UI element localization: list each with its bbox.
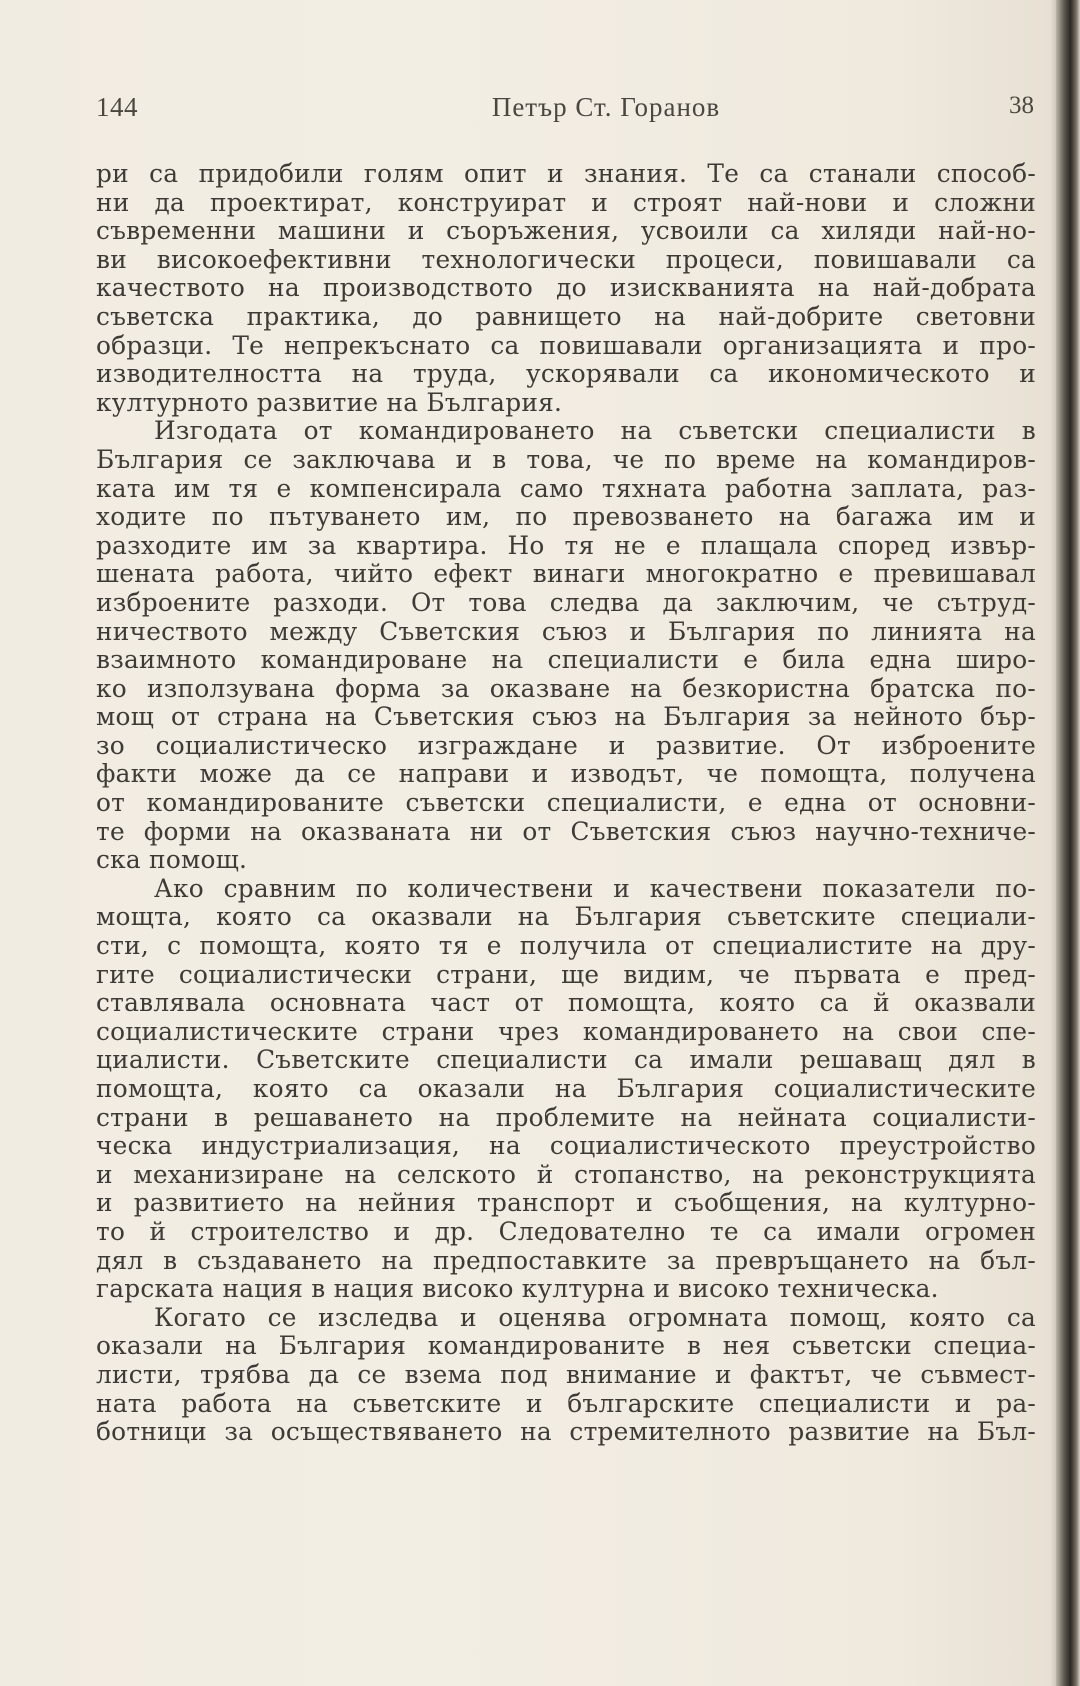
text-line: образци. Те непрекъснато са повишавали организацията и про- [96,330,1036,360]
text-line: културното развитие на България. [96,387,563,417]
text-line: и механизиране на селското й стопанство, на реконструкцията [96,1159,1036,1189]
text-line: ко използувана форма за оказване на безкористна братска по- [96,673,1036,703]
text-line: гите социалистически страни, ще видим, че първата е пред- [96,959,1036,989]
text-line: България се заключава и в това, че по време на командиров- [96,444,1036,474]
text-line: взаимното командироване на специалисти е била една широ- [96,645,1036,675]
text-line: разходите им за квартира. Но тя не е плащала според извър- [96,530,1036,560]
text-line: ната работа на съветските и българските специалисти и ра- [96,1388,1036,1418]
text-line: ви високоефективни технологически процеси, повишавали са [96,244,1036,274]
text-line: ставлявала основната част от помощта, която са й оказвали [96,988,1036,1018]
text-line: ничеството между Съветския съюз и България по линията на [96,616,1036,646]
text-line: изброените разходи. От това следва да заключим, че сътруд- [96,587,1036,617]
running-title: Петър Ст. Горанов [491,92,721,122]
text-line: страни в решаването на проблемите на нейната социалисти- [96,1102,1036,1132]
text-line: гарската нация в нация високо културна и високо техническа. [96,1274,939,1304]
page-number: 144 [96,92,138,122]
text-line: мощ от страна на Съветския съюз на България за нейното бър- [96,702,1036,732]
text-line: Когато се изследва и оценява огромната помощ, която са [154,1302,1036,1332]
signature-mark: 38 [1009,92,1034,119]
text-line: сти, с помощта, която тя е получила от специалистите на дру- [96,931,1036,961]
text-line: ческа индустриализация, на социалистическото преустройство [96,1131,1036,1161]
text-line: ни да проектират, конструират и строят най-нови и сложни [96,187,1036,217]
text-line: дял в създаването на предпоставките за превръщането на бъл- [96,1245,1036,1275]
text-line: от командированите съветски специалисти, е една от основни- [96,788,1036,818]
book-spine-edge [1056,0,1080,1686]
text-line: качеството на производството до изискванията на най-добрата [96,273,1036,303]
text-line: зо социалистическо изграждане и развитие. От изброените [96,730,1036,760]
text-line: съвременни машини и съоръжения, усвоили са хиляди най-но- [96,216,1036,246]
text-line: факти може да се направи и изводът, че помощта, получена [96,759,1036,789]
text-line: ката им тя е компенсирала само тяхната работна заплата, раз- [96,473,1036,503]
text-line: циалисти. Съветските специалисти са имали решаващ дял в [96,1045,1036,1075]
text-line: ходите по пътуването им, по превозването на багажа им и [96,502,1036,532]
text-line: ри са придобили голям опит и знания. Те са станали способ- [96,159,1036,188]
text-line: изводителността на труда, ускорявали са икономическото и [96,359,1036,389]
text-line: Изгодата от командироването на съветски специалисти в [154,416,1036,446]
page-header [96,92,1034,126]
text-line: ска помощ. [96,845,248,875]
text-line: то й строителство и др. Следователно те са имали огромен [96,1216,1036,1246]
text-line: съветска практика, до равнището на най-добрите световни [96,301,1036,331]
text-line: оказали на България командированите в нея съветски специа- [96,1331,1036,1361]
text-line: и развитието на нейния транспорт и съобщения, на културно- [96,1188,1036,1218]
text-line: листи, трябва да се взема под внимание и фактът, че съвмест- [96,1359,1036,1389]
text-line: социалистическите страни чрез командироването на свои спе- [96,1016,1036,1046]
text-line: шената работа, чийто ефект винаги многократно е превишавал [96,559,1036,589]
text-line: Ако сравним по количествени и качествени показатели по- [154,873,1036,903]
text-line: мощта, която са оказвали на България съветските специали- [96,902,1036,932]
text-line: ботници за осъществяването на стремителното развитие на Бъл- [96,1417,1036,1447]
text-line: те форми на оказваната ни от Съветския съюз научно-техниче- [96,816,1036,846]
body-text [96,160,1036,1447]
text-line: помощта, която са оказали на България социалистическите [96,1074,1036,1103]
